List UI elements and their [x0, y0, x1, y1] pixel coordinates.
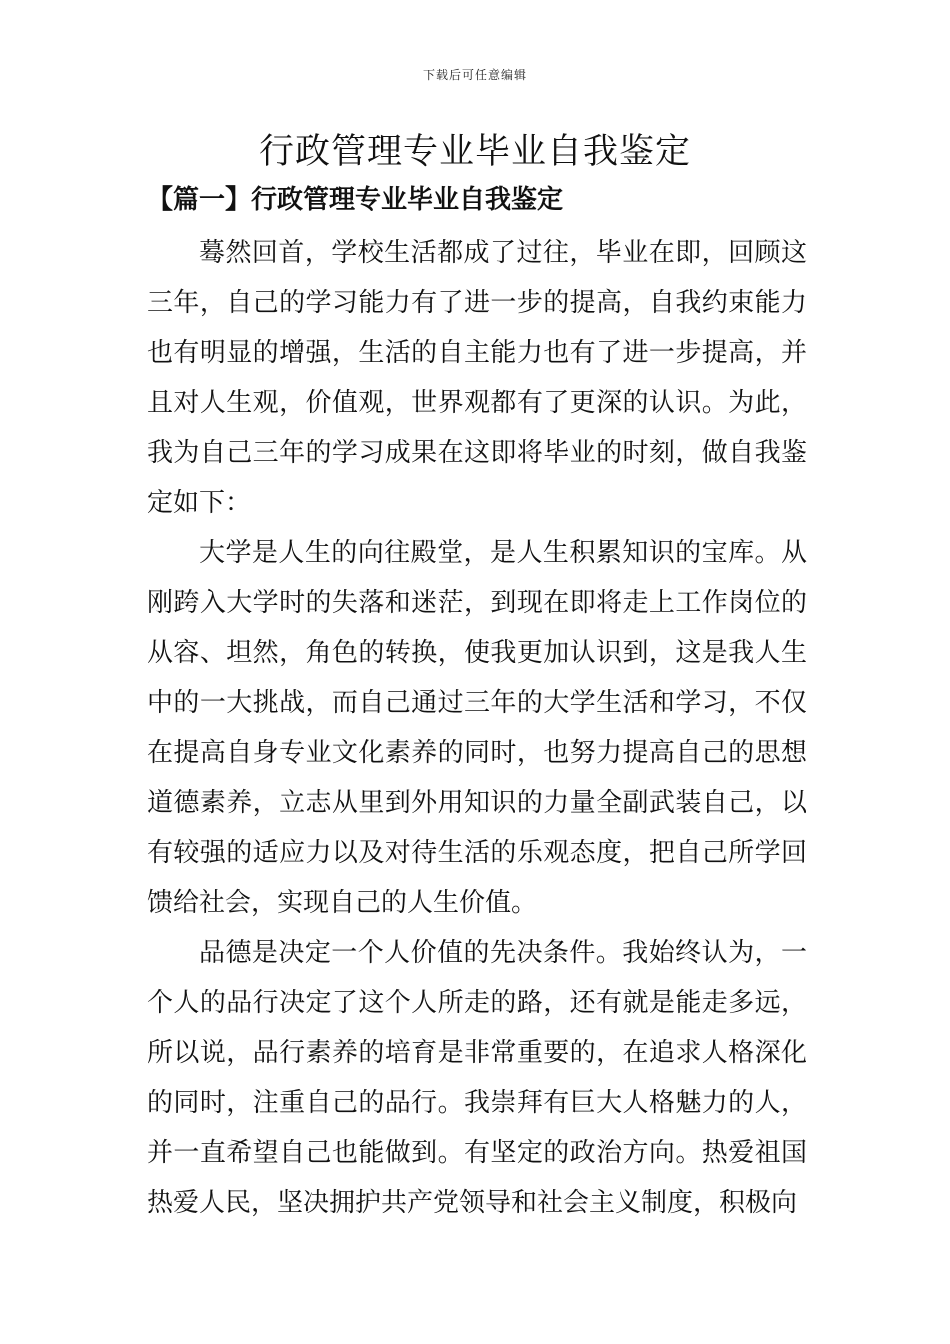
paragraph-2: 大学是人生的向往殿堂，是人生积累知识的宝库。从刚跨入大学时的失落和迷茫，到现在即将走上工作岗位的从容、坦然，角色的转换，使我更加认识到，这是我人生中的一大挑战，而自己通过三年的大学生活和学习，不仅在提高自身专业文化素养的同时，也努力提高自己的思想道德素养，立志从里到外用知识的力量全副武装自己，以有较强的适应力以及对待生活的乐观态度，把自己所学回馈给社会，实现自己的人生价值。	[147, 538, 807, 918]
paragraph-1: 蓦然回首，学校生活都成了过往，毕业在即，回顾这三年，自己的学习能力有了进一步的提高，自我约束能力也有明显的增强，生活的自主能力也有了进一步提高，并且对人生观，价值观，世界观都有了更深的认识。为此，我为自己三年的学习成果在这即将毕业的时刻，做自我鉴定如下：	[147, 238, 807, 518]
document-body	[147, 228, 807, 1228]
paragraph-3: 品德是决定一个人价值的先决条件。我始终认为，一个人的品行决定了这个人所走的路，还有就是能走多远，所以说，品行素养的培育是非常重要的，在追求人格深化的同时，注重自己的品行。我崇拜有巨大人格魅力的人，并一直希望自己也能做到。有坚定的政治方向。热爱祖国热爱人民，坚决拥护共产党领导和社会主义制度，积极向	[147, 938, 807, 1218]
document-title: 行政管理专业毕业自我鉴定	[258, 132, 691, 172]
section-heading: 【篇一】行政管理专业毕业自我鉴定	[147, 185, 564, 215]
header-note: 下载后可任意编辑	[422, 68, 527, 82]
